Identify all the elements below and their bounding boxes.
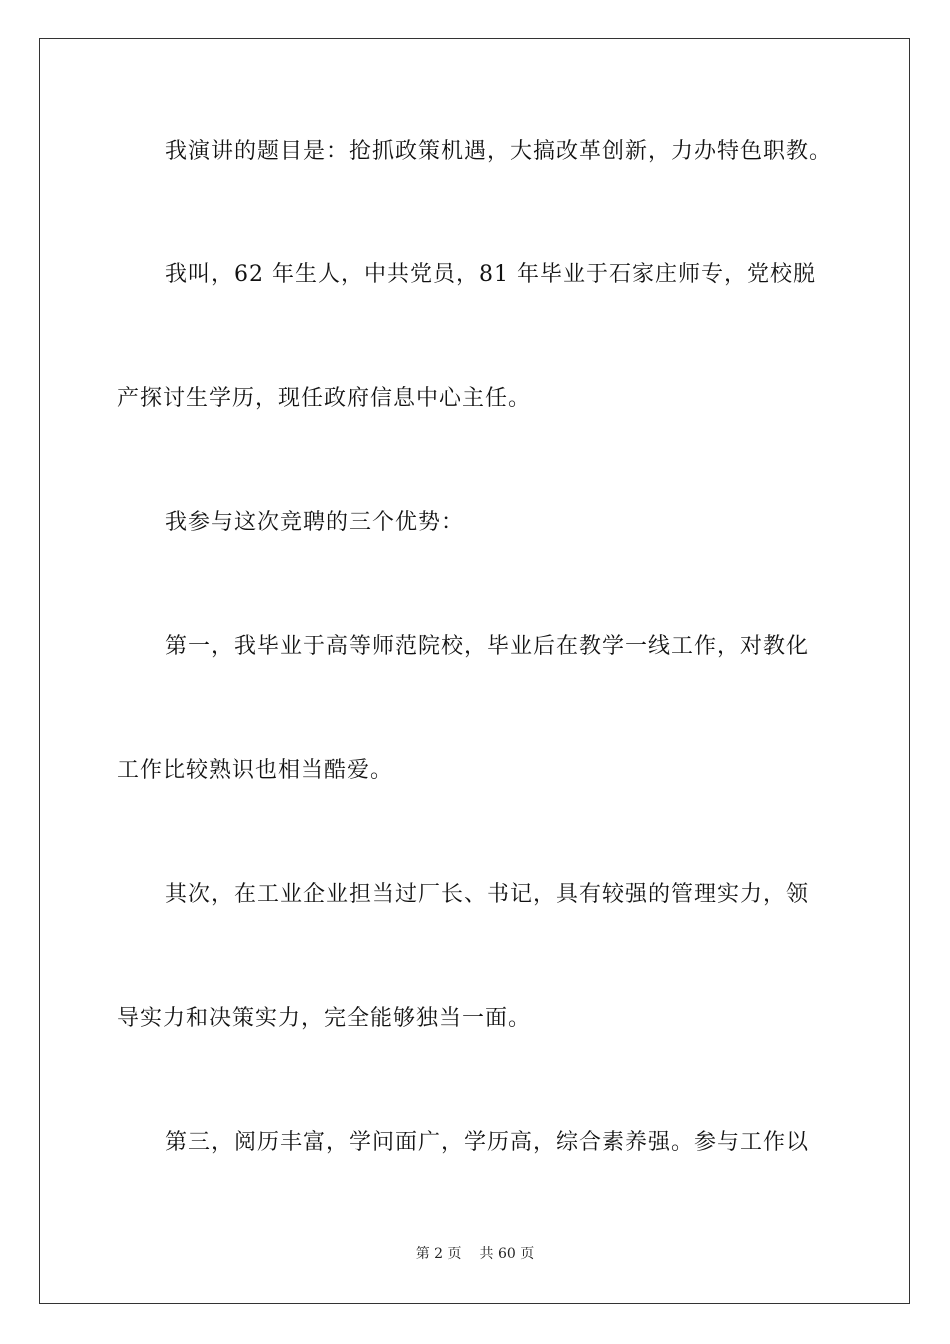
paragraph-line: 产探讨生学历，现任政府信息中心主任。 [117,386,532,411]
page-total: 共 60 页 [479,1246,535,1262]
paragraph-line: 导实力和决策实力，完全能够独当一面。 [117,1006,532,1031]
page-border [39,38,910,1304]
paragraph-line: 工作比较熟识也相当酷爱。 [117,758,394,783]
page-number: 第 2 页 [415,1246,462,1262]
paragraph-line: 其次，在工业企业担当过厂长、书记，具有较强的管理实力，领 [165,882,810,907]
paragraph-line: 第一，我毕业于高等师范院校，毕业后在教学一线工作，对教化 [165,634,810,659]
page-footer [0,1245,950,1263]
paragraph-line: 我演讲的题目是：抢抓政策机遇，大搞改革创新，力办特色职教。 [165,139,833,164]
paragraph-line: 我叫，62 年生人，中共党员，81 年毕业于石家庄师专，党校脱 [165,262,816,287]
paragraph-line: 我参与这次竞聘的三个优势： [165,510,465,535]
paragraph-line: 第三，阅历丰富，学问面广，学历高，综合素养强。参与工作以 [165,1130,810,1155]
